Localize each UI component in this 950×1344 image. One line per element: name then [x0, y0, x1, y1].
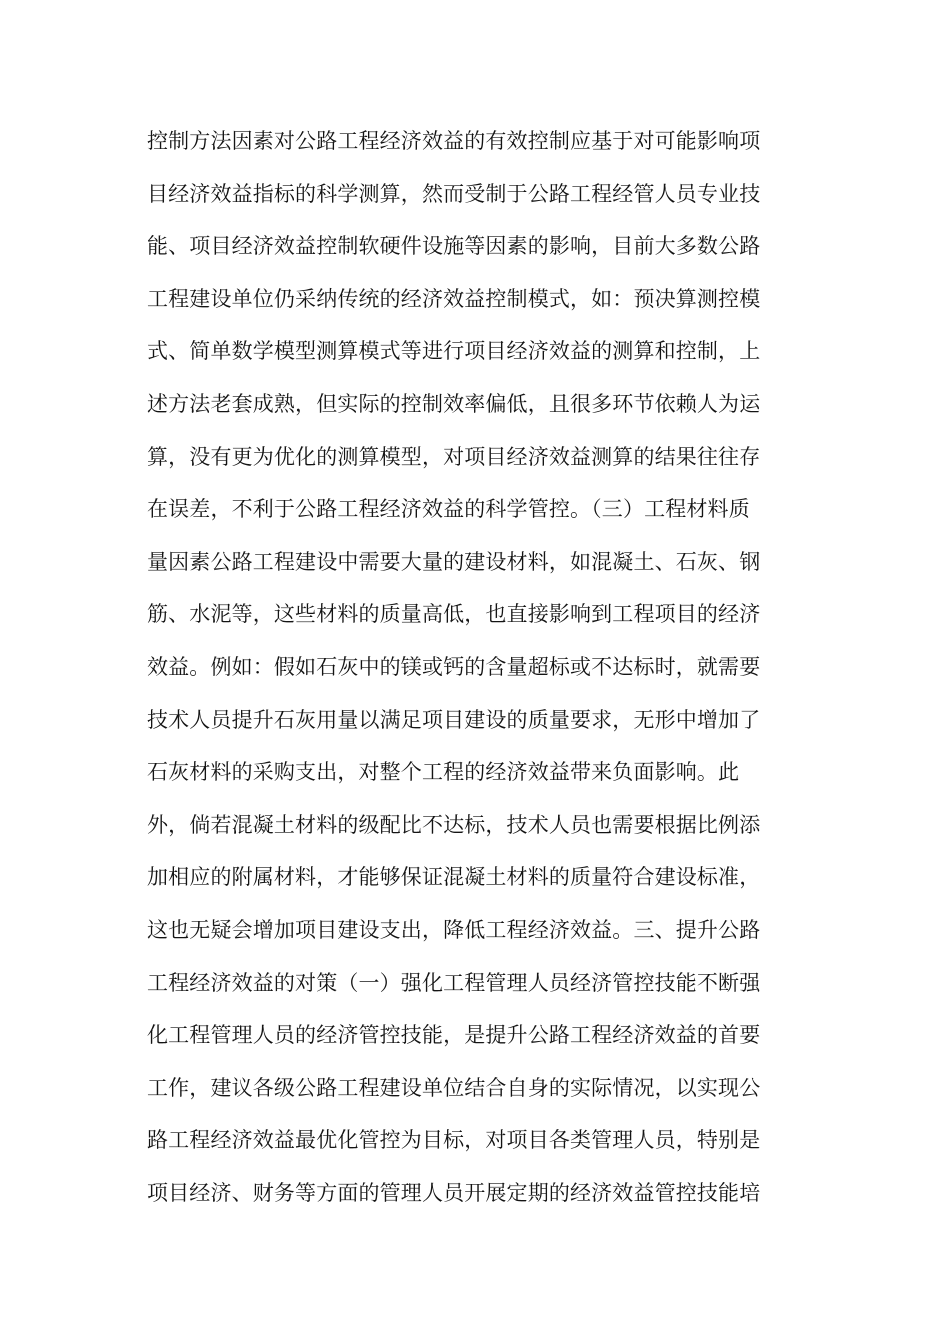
text-line: 技术人员提升石灰用量以满足项目建设的质量要求，无形中增加了: [147, 707, 761, 732]
text-line: 控制方法因素对公路工程经济效益的有效控制应基于对可能影响项: [147, 129, 761, 153]
text-line: 项目经济、财务等方面的管理人员开展定期的经济效益管控技能培: [147, 1180, 761, 1205]
text-line: 筋、水泥等，这些材料的质量高低，也直接影响到工程项目的经济: [147, 602, 761, 627]
text-line: 效益。例如：假如石灰中的镁或钙的含量超标或不达标时，就需要: [147, 654, 761, 679]
text-line: 在误差，不利于公路工程经济效益的科学管控。（三）工程材料质: [147, 497, 750, 522]
text-line: 石灰材料的采购支出，对整个工程的经济效益带来负面影响。此: [147, 760, 740, 785]
text-line: 加相应的附属材料，才能够保证混凝土材料的质量符合建设标准，: [147, 865, 761, 890]
text-line: 目经济效益指标的科学测算，然而受制于公路工程经管人员专业技: [147, 181, 761, 206]
text-line: 这也无疑会增加项目建设支出，降低工程经济效益。三、提升公路: [147, 917, 761, 942]
text-line: 能、项目经济效益控制软硬件设施等因素的影响，目前大多数公路: [147, 234, 761, 259]
text-line: 算，没有更为优化的测算模型，对项目经济效益测算的结果往往存: [147, 444, 761, 469]
text-line: 工程建设单位仍采纳传统的经济效益控制模式，如：预决算测控模: [147, 286, 761, 311]
text-line: 路工程经济效益最优化管控为目标，对项目各类管理人员，特别是: [147, 1128, 761, 1153]
text-line: 工作，建议各级公路工程建设单位结合自身的实际情况，以实现公: [147, 1075, 761, 1100]
text-line: 工程经济效益的对策（一）强化工程管理人员经济管控技能不断强: [147, 970, 761, 995]
body-text: [147, 124, 807, 1228]
text-line: 化工程管理人员的经济管控技能，是提升公路工程经济效益的首要: [147, 1023, 761, 1048]
text-line: 述方法老套成熟，但实际的控制效率偏低，且很多环节依赖人为运: [147, 391, 761, 416]
text-line: 量因素公路工程建设中需要大量的建设材料，如混凝土、石灰、钢: [147, 549, 761, 574]
text-line: 式、简单数学模型测算模式等进行项目经济效益的测算和控制，上: [147, 339, 761, 364]
text-line: 外，倘若混凝土材料的级配比不达标，技术人员也需要根据比例添: [147, 812, 761, 837]
